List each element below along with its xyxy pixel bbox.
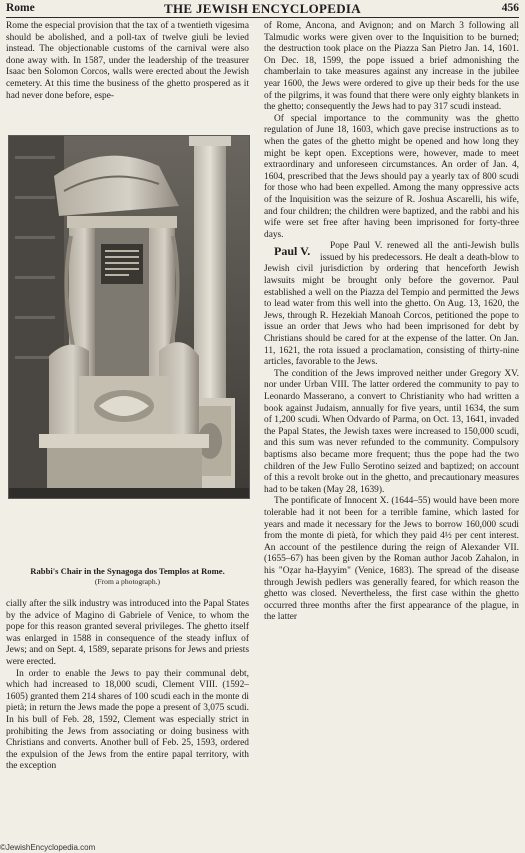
rabbi-chair-photograph [8, 135, 250, 499]
left-column-top [6, 21, 249, 102]
paragraph: The pontificate of Innocent X. (1644–55) would have been more tolerable had it not been for a terrible famine, which lasted for years and made it necessary for the Jews to borrow 160,000 scudi from the monte di pietà, for which they paid 4½ per cent interest. An account of the pestilence during the reign of Alexander VII. (1655–67) has been given by the Roman author Jacob Zahalon, in his "Oẓar ha-Ḥayyim" (Venice, 1683). The spread of the disease through Jewish pedlers was generally feared, for which reason the ghetto was closed. Nevertheless, the first case within the ghetto occurred three months after the first appearance of the plague, in the latter [264, 496, 519, 623]
paragraph: The condition of the Jews improved neither under Gregory XV. nor under Urban VIII. The latter ordered the community to pay to Leonardo Masserano, a convert to Christianity who had written a book against Judaism, annually for five years, until 1634, the sum of 1,200 scudi. When Odvardo of Parma, on Oct. 13, 1641, invaded the Papal States, the Jewish taxes were increased to 150,000 scudi, and this sum was never refunded to the community. Compulsory baptisms also became more frequent; thus the pope had the two children of the Jew Fullo Serotino seized and baptized; on account of this a revolt broke out in the ghetto, and precautionary measures had to be taken (May 28, 1639). [264, 368, 519, 495]
running-head-left: Rome [6, 2, 35, 14]
paragraph: In order to enable the Jews to pay their communal debt, which had increased to 18,000 scudi, Clement VIII. (1592–1605) granted them 214 shares of 100 scudi each in the monte di pietà; in return the Jews made the pope a present of 3,075 scudi. In his bull of Feb. 28, 1592, Clement was especially strict in prohibiting the Jews from associating or doing business with Christians and converts. Another bull of Feb. 25, 1593, ordered the expulsion of the Jews from the entire papal territory, with the exception [6, 668, 249, 772]
paragraph: of Rome, Ancona, and Avignon; and on March 3 following all Talmudic works were given over to the Inquisition to be burned; the destruction took place on the Piazza San Pietro Jan. 14, 1601. On Dec. 18, 1599, the pope issued a brief admonishing the chamberlain to take measures against any increase in the jubilee year 1600, the Jews were ordered to give up their beds for the use of the pilgrims, it was found that there were only eighty blankets in the ghetto; consequently the Jews had to pay 317 scudi instead. [264, 21, 519, 113]
caption-credit: (From a photograph.) [94, 577, 161, 586]
paragraph: Of special importance to the community was the ghetto regulation of June 18, 1603, which gave precise instructions as to when the gates of the ghetto might be opened and how long they might be kept open. Exceptions were, however, made to meet extraordinary and unforeseen circumstances. An order of Jan. 4, 1604, prescribed that the Jews should pay a yearly tax of 800 scudi for those who had been expelled. Among the many oppressive acts of the Inquisition was the seizure of R. Joshua Ascarelli, his wife, and four children; the children were baptized, and the rabbi and his wife were set free after having been imprisoned for forty-three days. [264, 113, 519, 240]
paragraph-text: Pope Paul V. renewed all the anti-Jewish bulls issued by his predecessors. He dealt a death-blow to Jewish civil jurisdiction by ordering that henceforth Jewish lawsuits might be brought only before the governor. Paul established a well on the Piazza del Tempio and permitted the Jews to lead water from this well into the ghetto. On Aug. 13, 1620, the Jews, through R. Hezekiah Manoah Corcos, petitioned the pope to issue an order that Jews who had been imprisoned for debt by Christians should be cared for at the expense of the latter. On Jan. 11, 1621, the rota issued a proclamation, consisting of thirty-nine articles, favorable to the Jews. [264, 241, 519, 368]
page-header [6, 0, 519, 18]
margin-heading: Paul V. [274, 244, 311, 259]
photograph-illustration [9, 136, 249, 498]
running-head-title: THE JEWISH ENCYCLOPEDIA [164, 1, 361, 16]
paragraph: cially after the silk industry was introduced into the Papal States by the advice of Magino di Gabriele of Venice, to whom the pope for this reason granted several privileges. The ghetto itself was enlarged in 1588 in consequence of the steady influx of Jews; and on Sept. 4, 1589, separate prisons for Jews and priests were erected. [6, 599, 249, 667]
right-column [264, 21, 519, 845]
caption-title: Rabbi's Chair in the Synagoga dos Templos at Rome. [30, 566, 225, 576]
left-column-bottom [6, 599, 249, 841]
footer-watermark: ©JewishEncyclopedia.com [0, 843, 96, 852]
paragraph: Rome the especial provision that the tax of a twentieth vigesima should be abolished, and a poll-tax of twelve giuli be levied instead. The objectionable customs of the carnival were also done away with. In 1587, under the leadership of the treasurer Isaac ben Solomon Corcos, walls were erected about the Jewish cemetery. At this time the business of the ghetto prospered as it had never done before, espe- [6, 21, 249, 101]
page-number: 456 [501, 2, 519, 14]
figure-caption [6, 566, 249, 587]
paragraph-paul-v [264, 241, 519, 369]
